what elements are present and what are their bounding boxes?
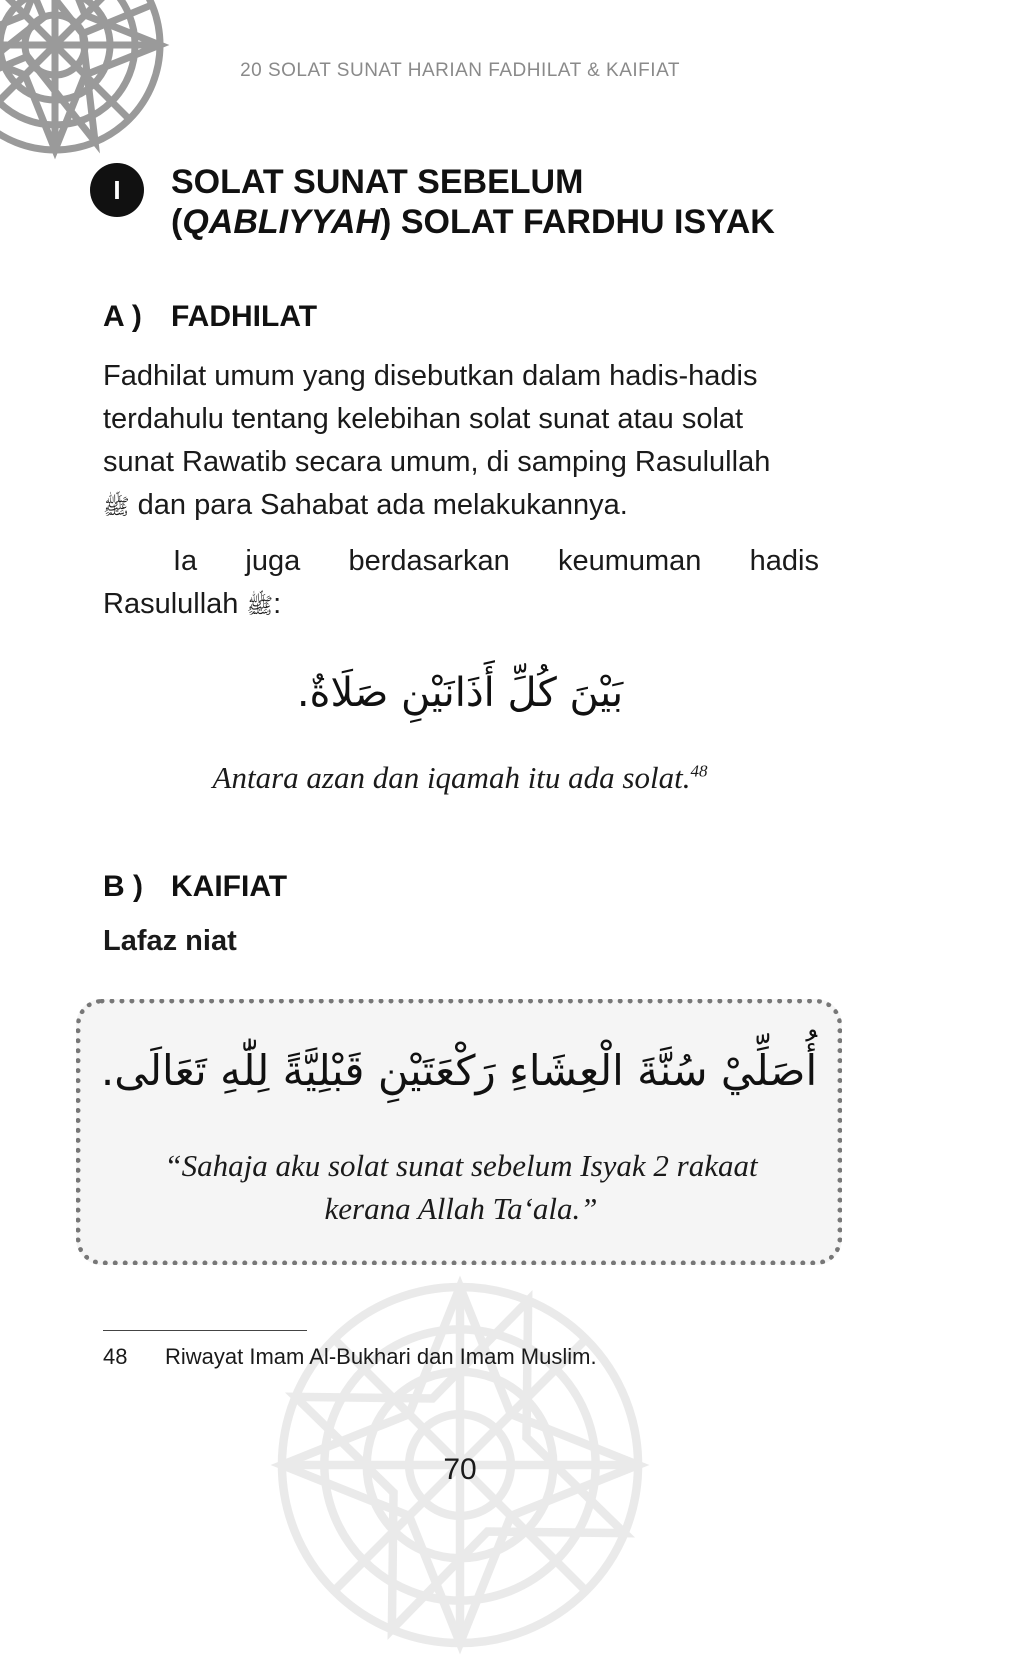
para2-word: hadis: [749, 545, 819, 577]
niat-box: [76, 999, 842, 1265]
para2-line1: [103, 540, 819, 583]
section-a-title: FADHILAT: [171, 300, 318, 333]
para1-line3: sunat Rawatib secara umum, di samping Rasulullah: [103, 446, 771, 478]
page-number: 70: [443, 1453, 477, 1486]
chapter-title-line1: SOLAT SUNAT SEBELUM: [171, 163, 584, 201]
hadith-intro-paragraph: [103, 540, 819, 627]
para1-line1: Fadhilat umum yang disebutkan dalam hadis-hadis: [103, 360, 758, 392]
para1-line4: [103, 484, 819, 528]
niat-translation-line1: “Sahaja aku solat sunat sebelum Isyak 2 rakaat: [164, 1148, 758, 1183]
niat-translation: [111, 1144, 811, 1230]
hadith-translation-text: Antara azan dan iqamah itu ada solat.: [212, 760, 691, 795]
para2-word: keumuman: [557, 545, 702, 577]
fadhilat-paragraph: [103, 355, 819, 528]
chapter-title: [171, 162, 871, 242]
para2-line2: [103, 583, 819, 627]
chapter-number-badge: I: [90, 163, 144, 217]
section-a-letter: A ): [103, 300, 142, 333]
para2-word: juga: [245, 545, 301, 577]
para2-line2-text: Rasulullah: [103, 588, 239, 620]
section-b-title: KAIFIAT: [171, 870, 288, 903]
niat-translation-line2: kerana Allah Ta‘ala.”: [324, 1191, 598, 1226]
hadith-arabic: بَيْنَ كُلِّ أَذَانَيْنِ صَلَاةٌ.: [296, 670, 624, 716]
section-b-letter: B ): [103, 870, 143, 903]
para2-word: berdasarkan: [348, 545, 510, 577]
section-a-heading: [103, 300, 317, 334]
chapter-title-paren: (: [171, 203, 183, 241]
para1-line4-text: dan para Sahabat ada melakukannya.: [137, 489, 628, 521]
niat-arabic: أُصَلِّيْ سُنَّةَ الْعِشَاءِ رَكْعَتَيْنِ قَبْلِيَّةً لِلّٰهِ تَعَالَى.: [100, 1046, 818, 1095]
section-b-heading: [103, 870, 287, 904]
running-head: 20 SOLAT SUNAT HARIAN FADHILAT & KAIFIAT: [240, 60, 680, 81]
footnote: [103, 1344, 597, 1370]
para1-line2: terdahulu tentang kelebihan solat sunat atau solat: [103, 403, 744, 435]
footnote-divider: [103, 1330, 307, 1331]
footnote-text: Riwayat Imam Al-Bukhari dan Imam Muslim.: [165, 1344, 597, 1369]
hadith-translation: [0, 760, 920, 796]
chapter-title-rest: ) SOLAT FARDHU ISYAK: [380, 203, 775, 241]
salawat-symbol: ﷺ: [103, 494, 130, 519]
footnote-ref: 48: [690, 761, 708, 781]
para2-word: Ia: [173, 545, 198, 577]
footnote-number: 48: [103, 1344, 128, 1369]
chapter-title-line2: [171, 202, 871, 242]
salawat-symbol: ﷺ: [246, 593, 274, 618]
chapter-title-italic: QABLIYYAH: [182, 203, 381, 241]
lafaz-niat-label: Lafaz niat: [103, 925, 237, 957]
para2-colon: :: [273, 588, 282, 620]
